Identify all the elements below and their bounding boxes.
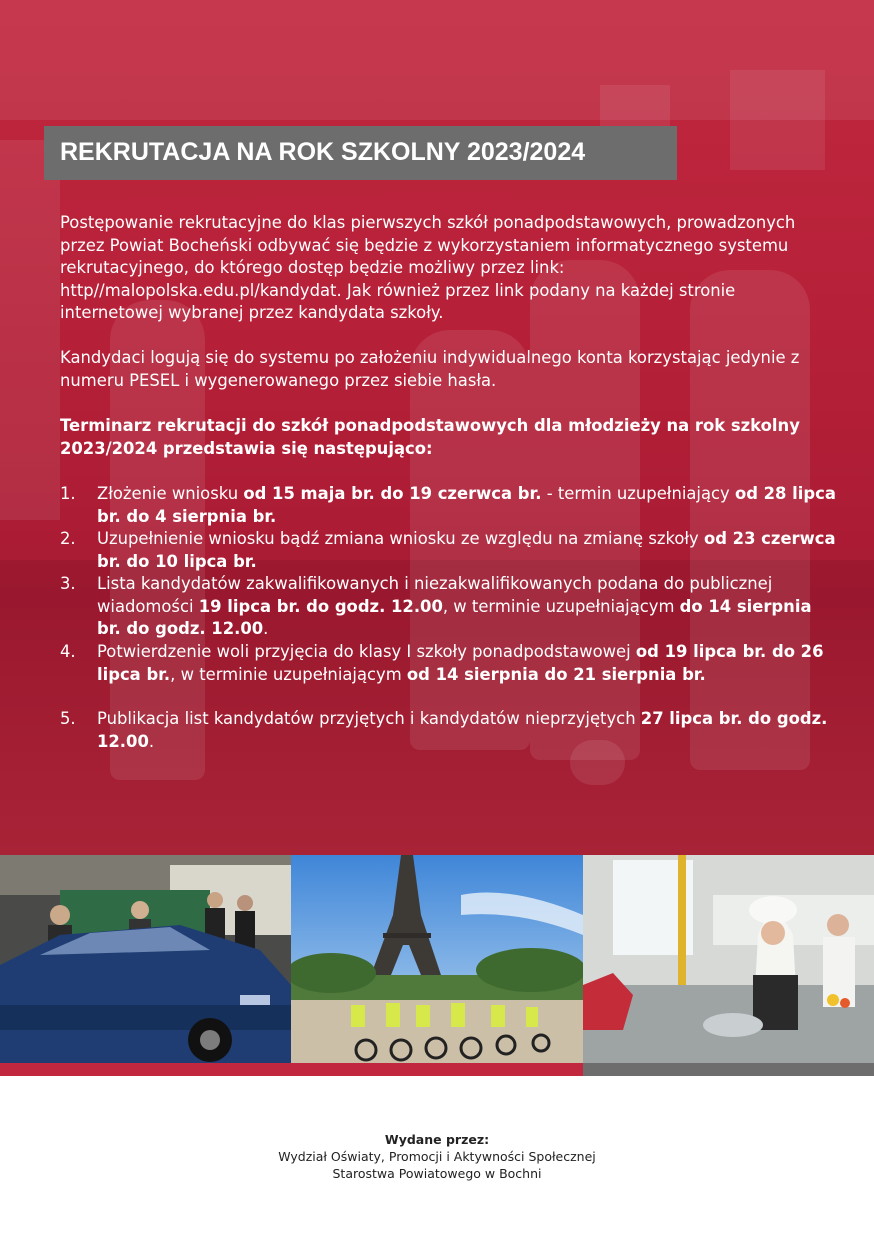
footer-department: Wydział Oświaty, Promocji i Aktywności Społecznej [278,1149,596,1164]
item-date: do 14 sierpnia br. do godz. 12.00 [97,596,812,638]
building-wall [0,140,60,520]
item-number: 3. [60,574,76,593]
item-number: 2. [60,529,76,548]
photo-eiffel-tower [291,855,583,1063]
item-number: 4. [60,642,76,661]
item-text: . [263,619,269,638]
divider-red [0,1063,583,1076]
item-date: od 23 czerwca br. do 10 lipca br. [97,529,836,571]
footer-office: Starostwa Powiatowego w Bochni [332,1166,542,1181]
login-paragraph: Kandydaci logują się do systemu po założeniu indywidualnego konta korzystając jedynie z numeru PESEL i wygenerowanego przez siebie hasła. [60,348,800,390]
item-text: Lista kandydatów zakwalifikowanych i niezakwalifikowanych podana do publicznej wiadomości [97,574,773,616]
item-number: 1. [60,484,76,503]
item-number: 5. [60,709,76,728]
footer-published-by: Wydane przez: [384,1132,490,1147]
item-date: 27 lipca br. do godz. 12.00 [97,709,828,751]
item-text: - termin uzupełniający [541,484,735,503]
item-date: od 14 sierpnia do 21 sierpnia br. [406,664,706,684]
item-text: Złożenie wniosku [97,484,244,503]
footer [0,1131,874,1182]
photo-car-workshop [0,855,291,1063]
item-text: Potwierdzenie woli przyjęcia do klasy I szkoły ponadpodstawowej [97,642,636,661]
item-date: od 19 lipca br. do 26 lipca br. [97,642,824,684]
intro-paragraph: Postępowanie rekrutacyjne do klas pierwszych szkół ponadpodstawowych, prowadzonych przez Powiat Bocheński odbywać się będzie z wykorzystaniem informatycznego systemu rekrutacyjnego, do którego dostęp będzie możliwy przez link: http//malopolska.edu.pl/kandydat. Jak również przez link podany na każdej stronie internetowej wybranej przez kandydata szkoły. [60,213,796,322]
photo-strip [0,855,874,1063]
title-banner [44,126,677,180]
item-text: , w terminie uzupełniającym [442,596,680,616]
schedule-heading: Terminarz rekrutacji do szkół ponadpodstawowych dla młodzieży na rok szkolny 2023/2024 przedstawia się następująco: [60,416,800,458]
item-date: 19 lipca br. do godz. 12.00 [198,596,443,616]
item-text: Publikacja list kandydatów przyjętych i kandydatów nieprzyjętych [97,709,641,728]
item-text: . [148,731,155,751]
building-window [730,70,825,170]
item-text: , w terminie uzupełniającym [170,664,407,684]
item-text: Uzupełnienie wniosku bądź zmiana wniosku ze względu na zmianę szkoły [97,529,704,548]
page-title: REKRUTACJA NA ROK SZKOLNY 2023/2024 [60,138,586,166]
item-date: od 15 maja br. do 19 czerwca br. [243,484,542,503]
divider-gray [583,1063,874,1076]
item-date: od 28 lipca br. do 4 sierpnia br. [97,484,836,526]
photo-kitchen-class [583,855,874,1063]
